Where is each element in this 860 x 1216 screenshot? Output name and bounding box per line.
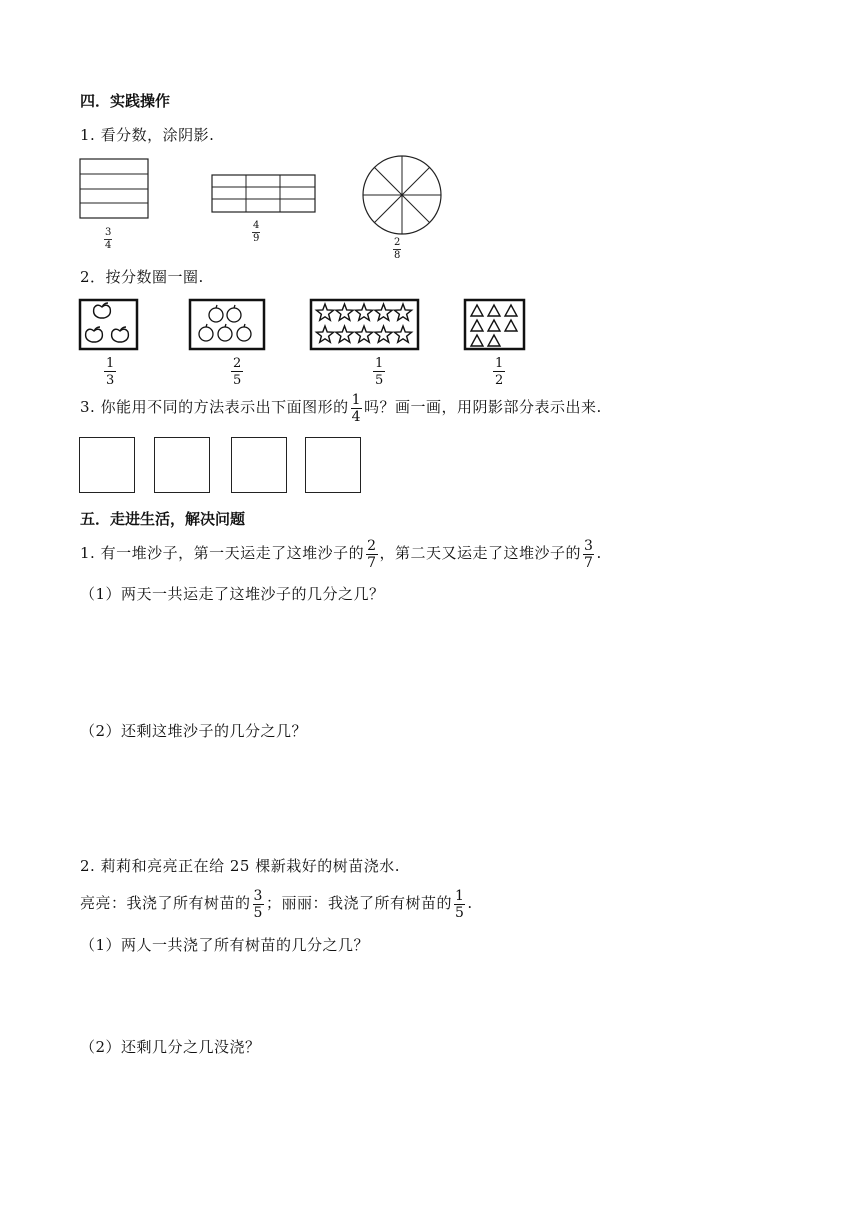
star-shape <box>336 304 353 320</box>
fraction-label-4-9: 4 9 <box>253 220 260 244</box>
question-3-text-after: 吗？画一画，用阴影部分表示出来. <box>364 398 602 416</box>
star-shape <box>316 326 333 342</box>
question-3-text <box>80 390 602 424</box>
blank-square-4[interactable] <box>305 437 361 493</box>
problem-1-subquestion-1: （1）两天一共运走了这堆沙子的几分之几？ <box>80 585 385 603</box>
problem-2-text: 2. 莉莉和亮亮正在给 25 棵新栽好的树苗浇水. <box>80 857 400 875</box>
inline-fraction-1-5: $\frac{1}{5}$ <box>454 887 465 921</box>
peaches-box-figure <box>78 298 140 352</box>
triangles-box-figure <box>463 298 527 352</box>
star-shape <box>336 326 353 342</box>
problem-1-text-a: 1. 有一堆沙子，第一天运走了这堆沙子的 <box>80 544 365 562</box>
problem-1-text-c: . <box>596 544 602 562</box>
stars-box-figure <box>309 298 421 352</box>
fraction-label-2-5: 2 5 <box>233 356 242 388</box>
section-four-heading: 四．实践操作 <box>80 92 171 110</box>
apples-box-figure <box>188 298 268 352</box>
grid-ninths-figure <box>210 173 320 215</box>
fraction-label-2-8: 2 8 <box>394 237 401 261</box>
fraction-label-3-4: 3 4 <box>105 227 112 251</box>
inline-fraction-1-4: $\frac{1}{4}$ <box>351 391 362 425</box>
problem-1-text <box>80 534 602 572</box>
blank-square-1[interactable] <box>79 437 135 493</box>
circle-eighths-figure <box>360 153 444 237</box>
star-shape <box>355 304 372 320</box>
question-3-text-before: 3. 你能用不同的方法表示出下面图形的 <box>80 398 349 416</box>
fraction-label-1-2: 1 2 <box>495 356 504 388</box>
question-2-text: 2．按分数圈一圈. <box>80 268 204 286</box>
problem-1-text-b: ，第二天又运走了这堆沙子的 <box>379 544 582 562</box>
problem-2-line-c: . <box>467 894 473 912</box>
star-shape <box>394 304 411 320</box>
star-shape <box>355 326 372 342</box>
fraction-label-1-5: 1 5 <box>375 356 384 388</box>
problem-2-line-a: 亮亮：我浇了所有树苗的 <box>80 894 251 912</box>
blank-square-2[interactable] <box>154 437 210 493</box>
section-five-heading: 五．走进生活，解决问题 <box>80 510 246 528</box>
fraction-label-1-3: 1 3 <box>106 356 115 388</box>
problem-2-line-b: ；丽丽：我浇了所有树苗的 <box>265 894 452 912</box>
star-shape <box>394 326 411 342</box>
problem-2-subquestion-2: （2）还剩几分之几没浇？ <box>80 1038 261 1056</box>
star-shape <box>316 304 333 320</box>
problem-2-subquestion-1: （1）两人一共浇了所有树苗的几分之几？ <box>80 936 370 954</box>
inline-fraction-2-7: $\frac{2}{7}$ <box>367 537 377 571</box>
rectangle-quarters-figure <box>78 157 152 221</box>
problem-1-subquestion-2: （2）还剩这堆沙子的几分之几？ <box>80 722 308 740</box>
problem-2-dialogue <box>80 884 473 922</box>
question-1-text: 1. 看分数，涂阴影. <box>80 126 215 144</box>
inline-fraction-3-7: $\frac{3}{7}$ <box>584 537 594 571</box>
blank-square-3[interactable] <box>231 437 287 493</box>
inline-fraction-3-5: $\frac{3}{5}$ <box>253 887 263 921</box>
star-shape <box>375 326 392 342</box>
star-shape <box>375 304 392 320</box>
